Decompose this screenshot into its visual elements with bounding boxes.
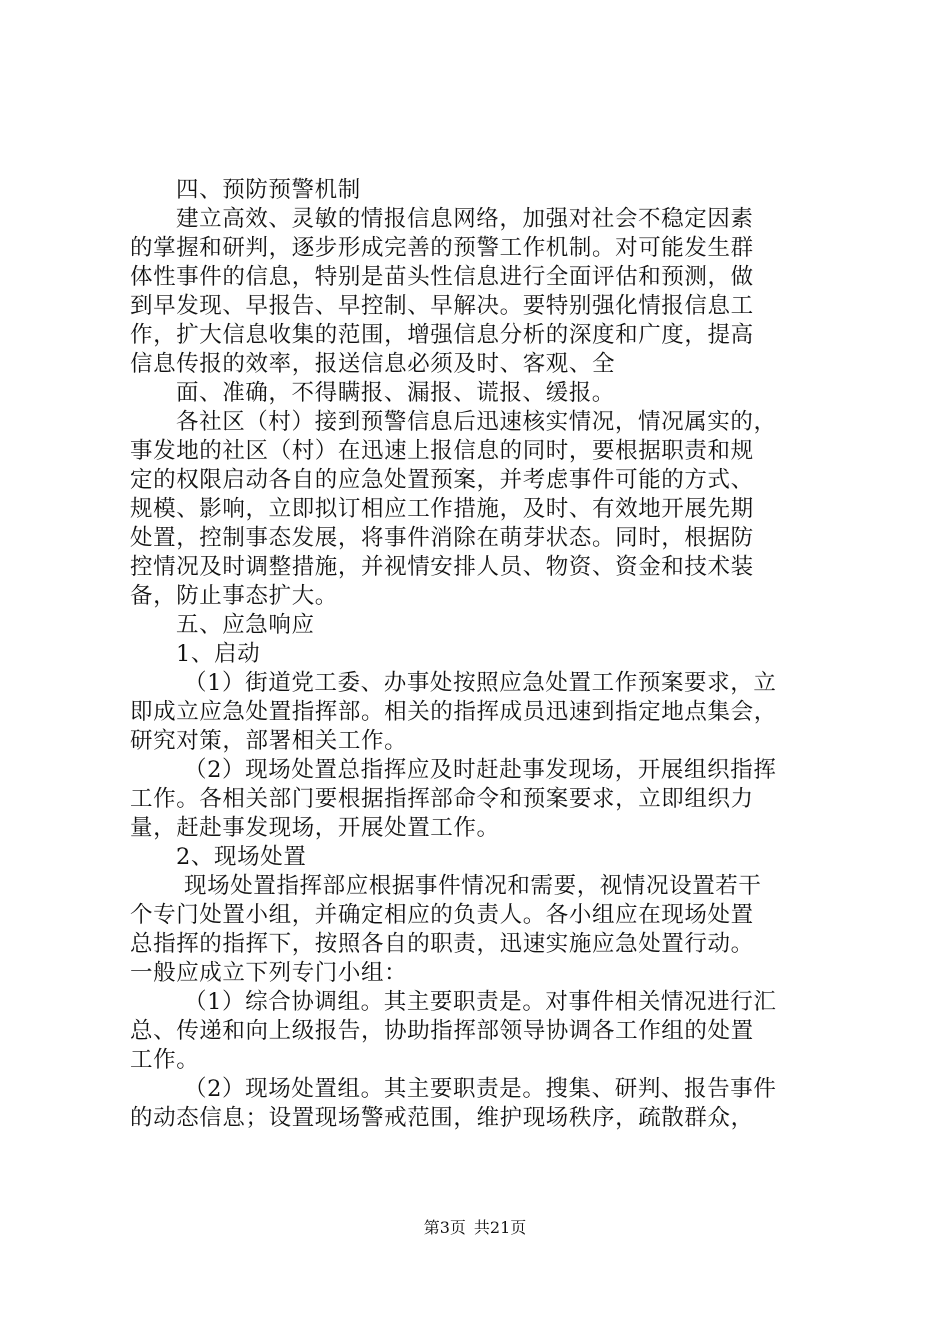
document-body [130, 176, 830, 1133]
paragraph-line: （2）现场处置总指挥应及时赶赴事发现场，开展组织指挥 [184, 757, 777, 783]
paragraph-line: （1）综合协调组。其主要职责是。对事件相关情况进行汇 [184, 989, 777, 1015]
paragraph-line: 定的权限启动各自的应急处置预案，并考虑事件可能的方式、 [130, 467, 754, 493]
subsection-heading: 1、启动 [176, 641, 261, 667]
section-heading: 五、应急响应 [176, 612, 315, 638]
paragraph-line: 处置，控制事态发展，将事件消除在萌芽状态。同时，根据防 [130, 525, 754, 551]
paragraph-line: 研究对策，部署相关工作。 [130, 728, 408, 754]
paragraph-line: 总、传递和向上级报告，协助指挥部领导协调各工作组的处置 [130, 1018, 754, 1044]
paragraph-line: 事发地的社区（村）在迅速上报信息的同时，要根据职责和规 [130, 438, 754, 464]
paragraph-line: 工作。 [130, 1047, 200, 1073]
paragraph-line: 工作。各相关部门要根据指挥部命令和预案要求，立即组织力 [130, 786, 754, 812]
paragraph-line: 各社区（村）接到预警信息后迅速核实情况，情况属实的， [176, 409, 777, 435]
paragraph-line: 即成立应急处置指挥部。相关的指挥成员迅速到指定地点集会， [130, 699, 777, 725]
paragraph-line: 量，赶赴事发现场，开展处置工作。 [130, 815, 500, 841]
page-footer [0, 1218, 950, 1238]
paragraph-line: 的动态信息；设置现场警戒范围，维护现场秩序，疏散群众， [130, 1105, 754, 1131]
paragraph-line: 备，防止事态扩大。 [130, 583, 338, 609]
paragraph-line: 到早发现、早报告、早控制、早解决。要特别强化情报信息工 [130, 293, 754, 319]
paragraph-line: 一般应成立下列专门小组： [130, 960, 408, 986]
page-total: 共21页 [473, 1218, 527, 1237]
section-heading: 四、预防预警机制 [176, 177, 361, 203]
paragraph-line: 建立高效、灵敏的情报信息网络，加强对社会不稳定因素 [176, 206, 754, 232]
paragraph-line: （1）街道党工委、办事处按照应急处置工作预案要求，立 [184, 670, 777, 696]
paragraph-line: （2）现场处置组。其主要职责是。搜集、研判、报告事件 [184, 1076, 777, 1102]
paragraph-line: 信息传报的效率，报送信息必须及时、客观、全 [130, 351, 616, 377]
page-number: 第3页 [423, 1218, 466, 1237]
paragraph-line: 现场处置指挥部应根据事件情况和需要，视情况设置若干 [184, 873, 762, 899]
paragraph-line: 规模、影响，立即拟订相应工作措施，及时、有效地开展先期 [130, 496, 754, 522]
paragraph-line: 控情况及时调整措施，并视情安排人员、物资、资金和技术装 [130, 554, 754, 580]
paragraph-line: 作，扩大信息收集的范围，增强信息分析的深度和广度，提高 [130, 322, 754, 348]
paragraph-line: 个专门处置小组，并确定相应的负责人。各小组应在现场处置 [130, 902, 754, 928]
paragraph-line: 总指挥的指挥下，按照各自的职责，迅速实施应急处置行动。 [130, 931, 754, 957]
subsection-heading: 2、现场处置 [176, 844, 307, 870]
paragraph-line: 体性事件的信息，特别是苗头性信息进行全面评估和预测，做 [130, 264, 754, 290]
paragraph-line: 面、准确，不得瞒报、漏报、谎报、缓报。 [176, 380, 615, 406]
paragraph-line: 的掌握和研判，逐步形成完善的预警工作机制。对可能发生群 [130, 235, 754, 261]
